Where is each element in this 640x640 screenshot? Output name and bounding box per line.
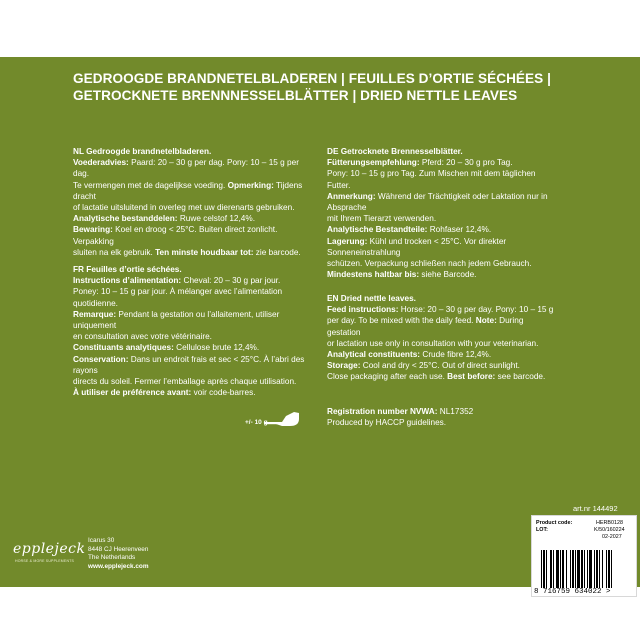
article-number: art.nr 144492 — [573, 504, 618, 513]
fr-feed-label: Instructions d’alimentation: — [73, 276, 182, 286]
fr-note-label: Remarque: — [73, 309, 117, 319]
section-en — [327, 293, 559, 383]
de-analytic-text: Rohfaser 12,4%. — [427, 225, 492, 235]
en-note-text-2: or lactation use only in consultation with your veterinarian. — [327, 338, 539, 348]
de-analytic-label: Analytische Bestandteile: — [327, 225, 428, 235]
product-back-panel — [0, 57, 640, 596]
de-heading: DE Getrocknete Brennesselblätter. — [327, 147, 463, 156]
en-heading: EN Dried nettle leaves. — [327, 294, 416, 303]
product-code-label: Product code: — [536, 520, 573, 526]
de-feed-text: Pferd: 20 – 30 g pro Tag. — [419, 158, 513, 168]
fr-feed-text: Cheval: 20 – 30 g par jour. — [181, 276, 281, 286]
en-storage-text: Cool and dry < 25°C. Out of direct sunlight. — [360, 361, 520, 371]
company-address — [88, 537, 149, 571]
haccp-text: Produced by HACCP guidelines. — [327, 418, 447, 428]
address-line-3: The Netherlands — [88, 554, 136, 562]
fr-analytic-text: Cellulose brute 12,4%. — [173, 343, 260, 353]
brand-tagline: HORSE & MORE SUPPLEMENTS — [15, 559, 75, 563]
fr-bestbefore-text: voir code-barres. — [191, 388, 256, 398]
de-feed-label: Fütterungsempfehlung: — [327, 158, 420, 168]
nl-feed-text: Paard: 20 – 30 g per dag. Pony: 10 – 15 g per dag. — [73, 158, 299, 179]
en-bestbefore-text: see barcode. — [495, 372, 546, 382]
nl-bestbefore-text: zie barcode. — [253, 247, 301, 257]
en-storage-label: Storage: — [327, 361, 361, 371]
de-bestbefore-label: Mindestens haltbar bis: — [327, 270, 420, 280]
nl-mix-text: Te vermengen met de dagelijkse voeding. — [73, 180, 228, 190]
product-title — [73, 71, 593, 104]
de-bestbefore-text: siehe Barcode. — [419, 270, 477, 280]
brand-logo: epplejeck — [13, 541, 86, 557]
section-nl — [73, 146, 305, 258]
product-code-value: HERB0128 — [596, 520, 623, 526]
registration-block — [327, 406, 559, 428]
de-storage-label: Lagerung: — [327, 236, 368, 246]
product-label-sticker — [531, 515, 637, 597]
lot-value: K/50/160224 — [594, 527, 625, 533]
barcode-number: 8 716759 634022 > — [534, 588, 611, 596]
en-analytic-text: Crude fibre 12,4%. — [420, 350, 492, 360]
fr-analytic-label: Constituants analytiques: — [73, 343, 174, 353]
en-bestbefore-label: Best before: — [447, 372, 496, 382]
expiry-date: 02-2027 — [602, 534, 622, 540]
website-link[interactable]: www.epplejeck.com — [88, 562, 149, 570]
address-line-1: Icarus 30 — [88, 537, 115, 544]
fr-storage-text: Dans un endroit frais et sec < 25°C. À l’abri des rayons — [73, 354, 305, 375]
title-line-2: GETROCKNETE BRENNNESSELBLÄTTER | DRIED NETTLE LEAVES — [73, 87, 518, 103]
en-analytic-label: Analytical constituents: — [327, 350, 421, 360]
registration-label: Registration number NVWA: — [327, 407, 438, 416]
nl-analytic-text: Ruwe celstof 12,4%. — [177, 214, 256, 224]
en-storage-text-2: Close packaging after each use. — [327, 372, 448, 382]
fr-storage-label: Conservation: — [73, 354, 129, 364]
scoop-icon — [264, 410, 304, 428]
barcode — [540, 550, 632, 588]
fr-bestbefore-label: À utiliser de préférence avant: — [73, 388, 192, 398]
title-line-1: GEDROOGDE BRANDNETELBLADEREN | FEUILLES D’ORTIE SÉCHÉES | — [73, 71, 551, 86]
nl-feed-label: Voederadvies: — [73, 158, 129, 168]
en-note-label: Note: — [475, 316, 497, 326]
de-note-text: Während der Trächtigkeit oder Laktation nur in Absprache — [327, 191, 548, 213]
nl-note-label: Opmerking: — [227, 180, 274, 190]
en-note-text: During gestation — [327, 316, 524, 337]
registration-number: NL17352 — [437, 407, 474, 416]
en-feed-text: Horse: 20 – 30 g per day. Pony: 10 – 15 g — [398, 305, 554, 315]
en-feed-label: Feed instructions: — [327, 305, 399, 315]
section-fr — [73, 264, 305, 398]
en-mix-text: per day. To be mixed with the daily feed. — [327, 316, 476, 326]
scoop-label: +/- 10 g — [245, 419, 268, 426]
section-de — [327, 146, 559, 280]
fr-note-text-2: en consultation avec votre vétérinaire. — [73, 332, 212, 342]
nl-analytic-label: Analytische bestanddelen: — [73, 214, 178, 224]
fr-pony-text: Poney: 10 – 15 g par jour. À mélanger avec l’alimentation quotidienne. — [73, 287, 283, 308]
de-note-label: Anmerkung: — [327, 191, 376, 201]
de-storage-text-2: schützen. Verpackung schließen nach jedem Gebrauch. — [327, 259, 532, 269]
address-line-2: 8448 CJ Heerenveen — [88, 545, 149, 553]
de-storage-text: Kühl und trocken < 25°C. Vor direkter Sonneneinstrahlung — [327, 236, 507, 257]
nl-storage-text: Koel en droog < 25°C. Buiten direct zonlicht. Verpakking — [73, 225, 278, 246]
nl-note-text: Tijdens dracht — [73, 180, 303, 201]
de-pony-text: Pony: 10 – 15 g pro Tag. Zum Mischen mit dem täglichen Futter. — [327, 169, 536, 190]
lot-label: LOT: — [536, 527, 548, 533]
nl-storage-label: Bewaring: — [73, 225, 113, 235]
nl-heading: NL Gedroogde brandnetelbladeren. — [73, 147, 212, 156]
fr-storage-text-2: directs du soleil. Fermer l’emballage après chaque utilisation. — [73, 377, 297, 387]
nl-bestbefore-label: Ten minste houdbaar tot: — [155, 247, 254, 257]
fr-heading: FR Feuilles d’ortie séchées. — [73, 265, 182, 274]
nl-storage-text-2: sluiten na elk gebruik. — [73, 247, 156, 257]
de-note-text-2: mit Ihrem Tierarzt verwenden. — [327, 214, 437, 224]
nl-note-text-2: of lactatie uitsluitend in overleg met uw dierenarts gebruiken. — [73, 203, 295, 213]
fr-note-text: Pendant la gestation ou l’allaitement, utiliser uniquement — [73, 309, 280, 331]
